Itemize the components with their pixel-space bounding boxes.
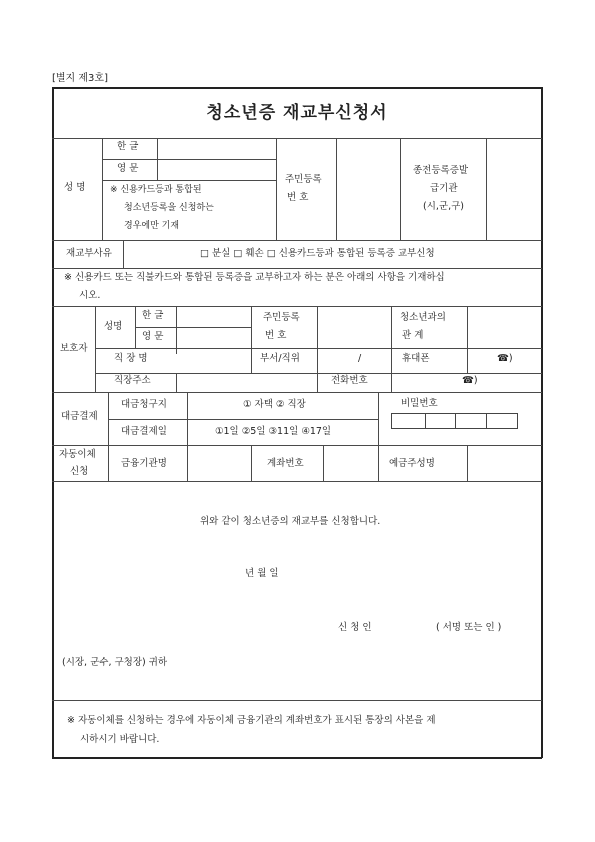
department-position-separator: / (358, 353, 362, 364)
applicant-note-line2: 청소년등록을 신청하는 (124, 203, 214, 213)
account-number-label: 계좌번호 (267, 458, 304, 469)
reissue-reason-label: 재교부사유 (66, 248, 112, 259)
bank-name-field[interactable] (188, 446, 250, 480)
applicant-rrn-field[interactable] (337, 139, 399, 239)
guardian-name-label: 성명 (104, 321, 123, 332)
mobile-phone-label: 휴대폰 (402, 353, 430, 364)
mobile-phone-field[interactable]: ☎) (497, 353, 513, 364)
password-digit-4[interactable] (486, 413, 518, 429)
credit-card-note-line2: 시오. (79, 290, 101, 301)
applicant-hangul-field[interactable] (158, 139, 275, 158)
payment-label: 대금결제 (61, 411, 98, 422)
work-address-label: 직장주소 (114, 375, 151, 386)
guardian-rrn-field[interactable] (318, 307, 390, 347)
applicant-note-line3: 경우에만 기재 (124, 221, 180, 231)
signature-seal-field[interactable]: ( 서명 또는 인 ) (436, 622, 502, 633)
application-date[interactable]: 년 월 일 (245, 568, 279, 579)
password-digit-3[interactable] (455, 413, 487, 429)
password-label: 비밀번호 (401, 398, 438, 409)
applicant-name-label: 성 명 (64, 182, 86, 193)
autopay-label: 자동이체 (59, 449, 96, 460)
guardian-hangul-label: 한 글 (142, 310, 164, 321)
applicant-note-line1: ※ 신용카드등과 통합된 (110, 185, 202, 195)
applicant-rrn-label: 주민등록 (285, 174, 322, 185)
department-position-label: 부서/직위 (260, 353, 300, 364)
issuer-field[interactable] (487, 139, 540, 239)
credit-card-note-line1: ※ 신용카드 또는 직불카드와 통합된 등록증을 교부하고자 하는 분은 아래의 사항을 기재하십 (64, 272, 445, 283)
applicant-english-label: 영 문 (117, 163, 139, 174)
guardian-relation-field[interactable] (468, 307, 540, 347)
guardian-rrn-label-2: 번 호 (265, 330, 287, 341)
applicant-signature-label: 신 청 인 (338, 622, 372, 633)
workplace-field[interactable] (177, 349, 250, 372)
issuer-label-line2: 급기관 (430, 183, 458, 194)
footer-note-line2: 시하시기 바랍니다. (80, 734, 160, 745)
issuer-label-line1: 종전등록증발 (413, 165, 469, 176)
guardian-english-field[interactable] (177, 328, 250, 347)
guardian-hangul-field[interactable] (177, 307, 250, 326)
password-digit-2[interactable] (425, 413, 456, 429)
footer-note-line1: ※ 자동이체를 신청하는 경우에 자동이체 금융기관의 계좌번호가 표시된 통장의 사본을 제 (67, 715, 436, 726)
password-digit-1[interactable] (391, 413, 426, 429)
guardian-rrn-label: 주민등록 (263, 312, 300, 323)
reissue-reason-options[interactable]: □ 분실 □ 훼손 □ 신용카드등과 통합된 등록증 교부신청 (200, 248, 435, 259)
account-holder-field[interactable] (468, 446, 540, 480)
issuer-label-line3: (시,군,구) (423, 201, 464, 212)
applicant-english-field[interactable] (158, 160, 275, 179)
autopay-label-2: 신청 (70, 466, 89, 477)
guardian-english-label: 영 문 (142, 331, 164, 342)
work-phone-field[interactable]: ☎) (462, 375, 478, 386)
work-phone-label: 전화번호 (331, 375, 368, 386)
payment-date-label: 대금결제일 (121, 426, 167, 437)
addressee: (시장, 군수, 구청장) 귀하 (62, 657, 168, 668)
guardian-label: 보호자 (60, 343, 88, 354)
guardian-relation-label-2: 관 계 (402, 330, 424, 341)
form-number: [별지 제3호] (52, 73, 108, 84)
billing-address-options[interactable]: ① 자택 ② 직장 (243, 399, 306, 410)
workplace-label: 직 장 명 (114, 353, 148, 364)
bank-name-label: 금융기관명 (121, 458, 167, 469)
work-address-field[interactable] (177, 374, 316, 391)
account-holder-label: 예금주성명 (389, 458, 435, 469)
billing-address-label: 대금청구지 (121, 399, 167, 410)
declaration-statement: 위와 같이 청소년증의 재교부를 신청합니다. (200, 516, 381, 527)
guardian-relation-label: 청소년과의 (400, 312, 446, 323)
form-title: 청소년증 재교부신청서 (206, 103, 388, 123)
account-number-field[interactable] (324, 446, 377, 480)
applicant-hangul-label: 한 글 (117, 141, 139, 152)
applicant-rrn-label-2: 번 호 (287, 192, 309, 203)
payment-date-options[interactable]: ①1일 ②5일 ③11일 ④17일 (215, 426, 332, 437)
